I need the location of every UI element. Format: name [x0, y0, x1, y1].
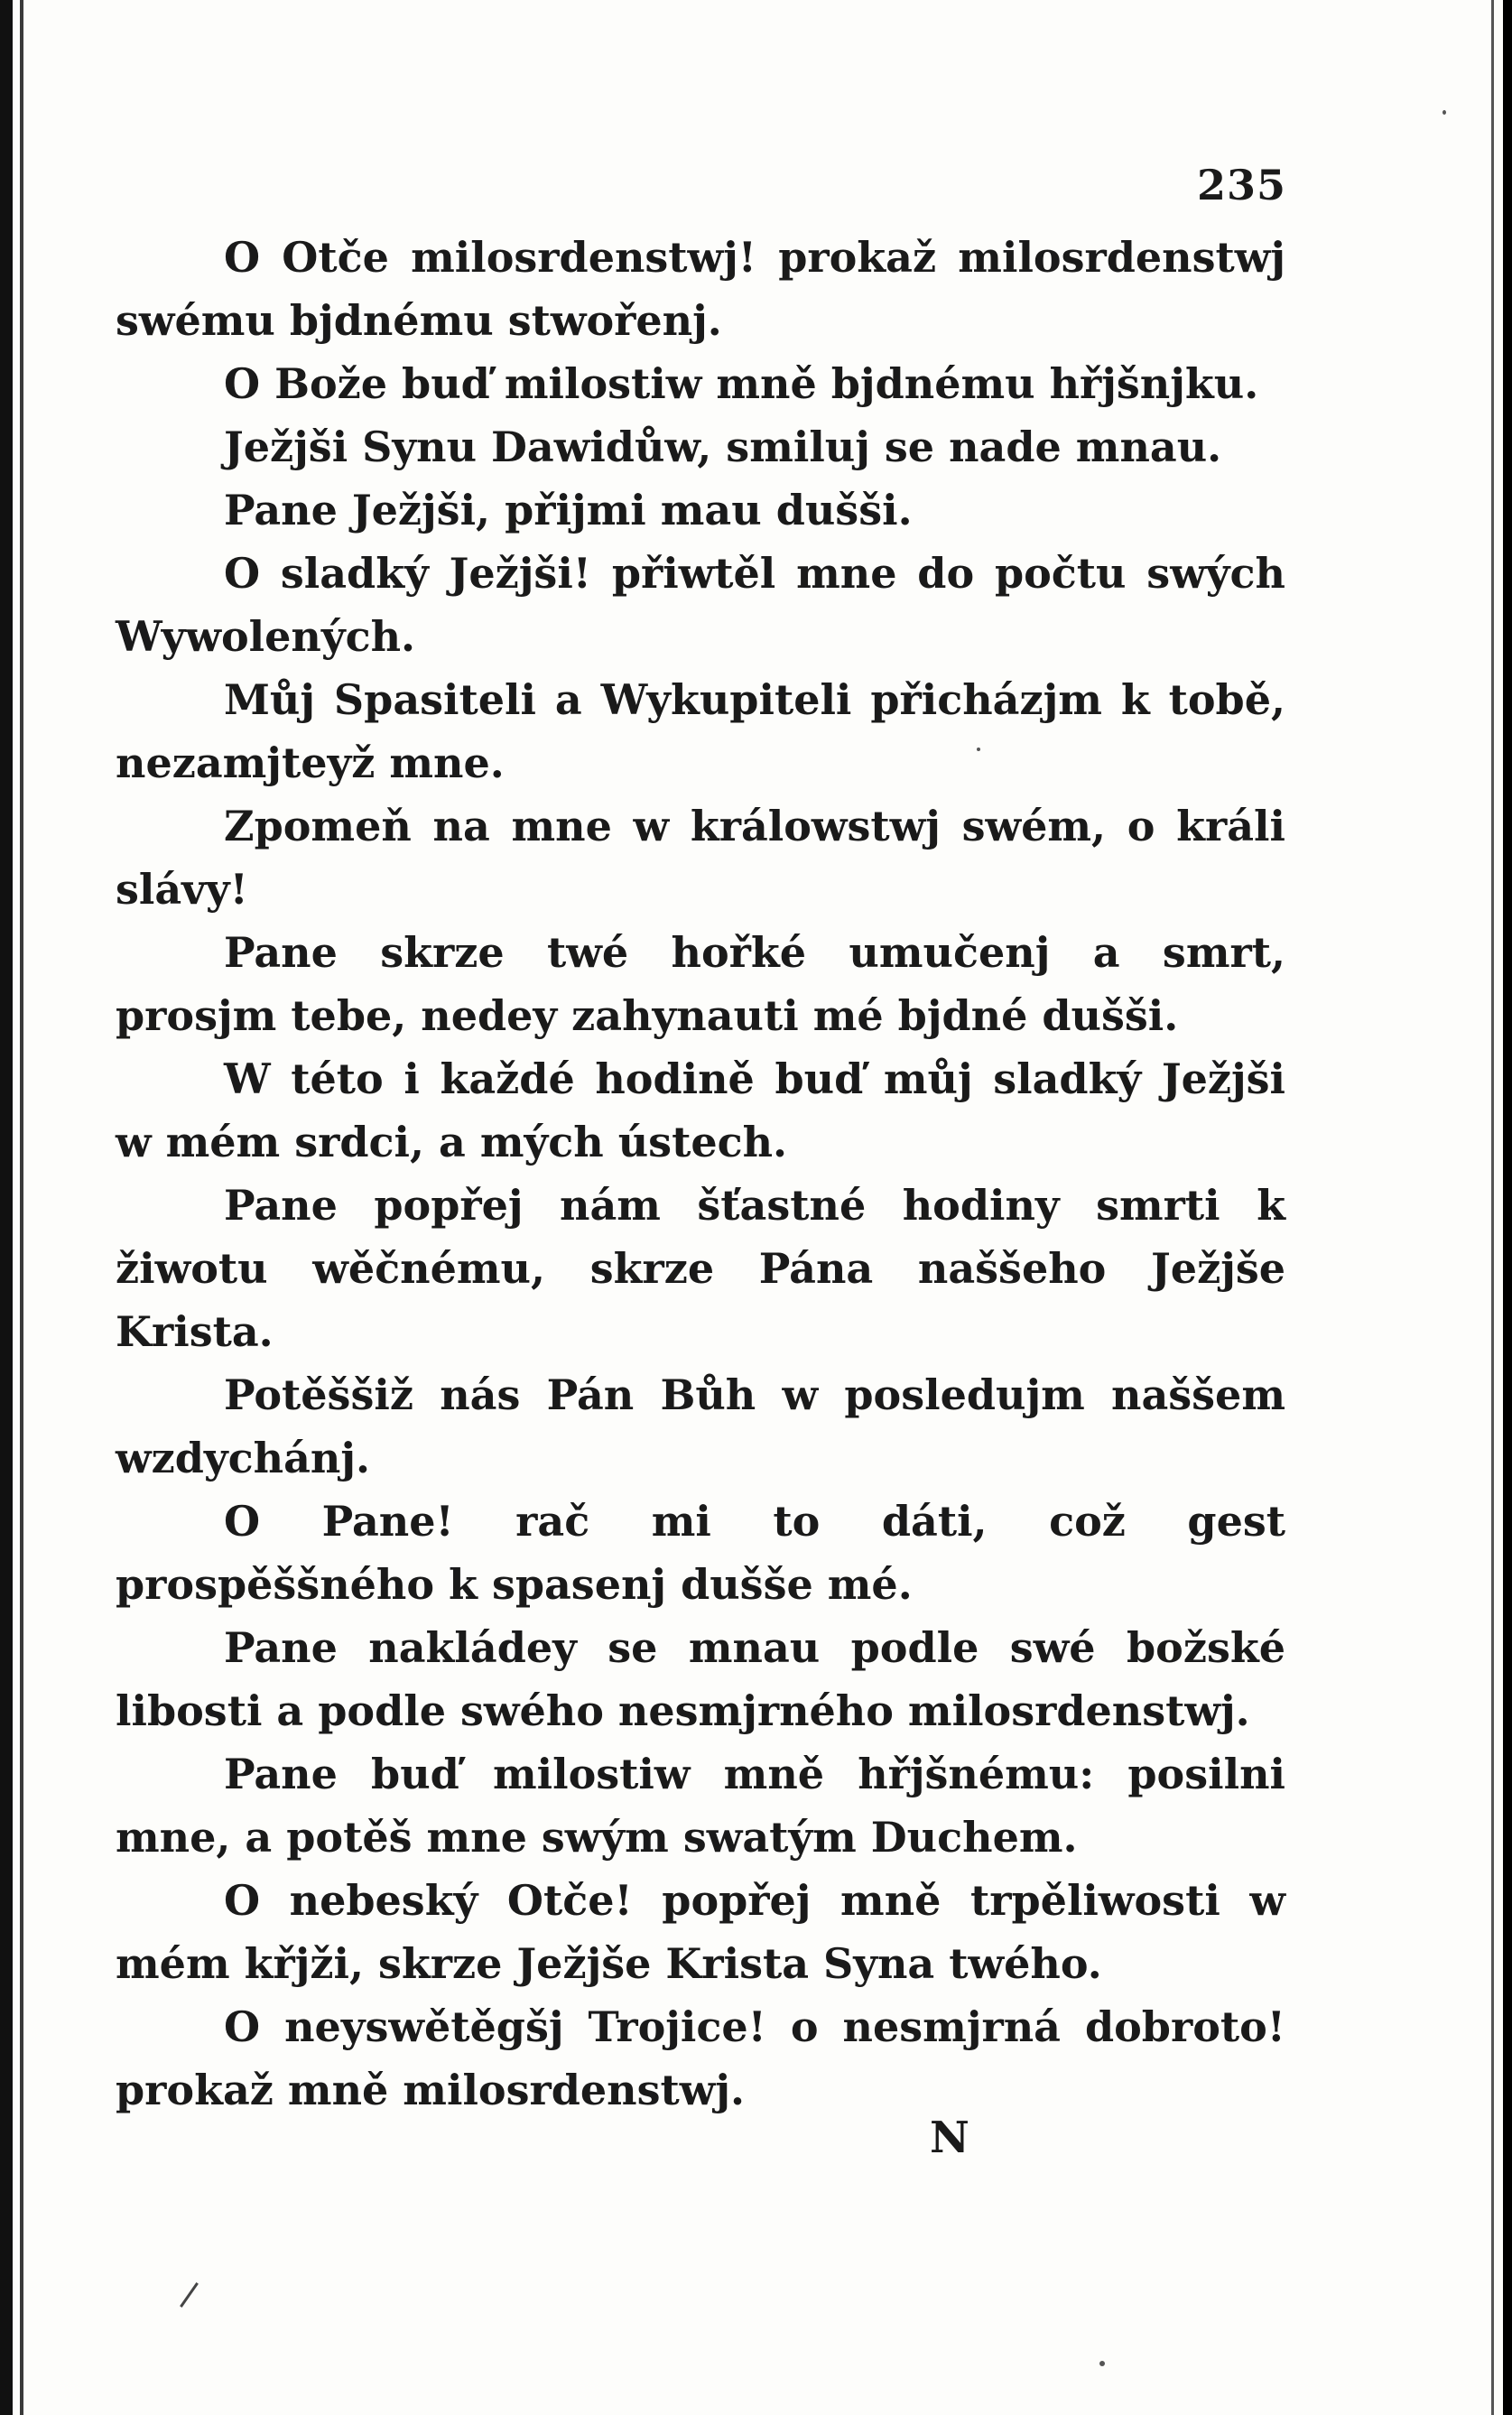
paragraph: W této i každé hodině buď můj sladký Ježjši w mém srdci, a mých ústech.	[116, 1054, 1285, 1166]
page-right-edge	[1503, 0, 1512, 2415]
paragraph: O sladký Ježjši! přiwtěl mne do počtu swých Wywolených.	[116, 549, 1285, 661]
paragraph: Pane buď milostiw mně hřjšnému: posilni mne, a potěš mne swým swatým Duchem.	[116, 1750, 1285, 1862]
paragraph: O neyswětěgšj Trojice! o nesmjrná dobroto! prokaž mně milosrdenstwj.	[116, 2002, 1285, 2114]
paragraph: Ježjši Synu Dawidůw, smiluj se nade mnau.	[224, 423, 1222, 471]
paragraph: O Pane! rač mi to dáti, což gest prospěššného k spasenj dušše mé.	[116, 1497, 1285, 1609]
paragraph: Pane nakládey se mnau podle swé božské libosti a podle swého nesmjrného milosrdenstwj.	[116, 1623, 1285, 1735]
paragraph: O Bože buď milostiw mně bjdnému hřjšnjku.	[224, 359, 1259, 408]
page-number: 235	[1196, 161, 1286, 209]
paper-speck	[977, 748, 980, 751]
catchword: N	[930, 2113, 969, 2163]
prayer-text-block	[116, 226, 1285, 2122]
paper-speck	[1442, 110, 1446, 115]
page-right-edge-line	[1491, 0, 1494, 2415]
paragraph: Potěššiž nás Pán Bůh w posledujm naššem wzdychánj.	[116, 1370, 1285, 1482]
paragraph: Můj Spasiteli a Wykupiteli přicházjm k tobě, nezamjteyž mne.	[116, 675, 1285, 787]
paragraph: Pane Ježjši, přijmi mau dušši.	[224, 486, 913, 534]
paper-scratch	[180, 2282, 199, 2308]
page-left-edge	[0, 0, 13, 2415]
paragraph: O nebeský Otče! popřej mně trpěliwosti w mém křjži, skrze Ježjše Krista Syna twého.	[116, 1876, 1285, 1988]
paragraph: Pane popřej nám šťastné hodiny smrti k žiwotu wěčnému, skrze Pána naššeho Ježjše Krista.	[116, 1181, 1285, 1356]
paper-speck	[1099, 2361, 1105, 2366]
paragraph: Pane skrze twé hořké umučenj a smrt, prosjm tebe, nedey zahynauti mé bjdné dušši.	[116, 928, 1285, 1040]
paragraph: Zpomeň na mne w králowstwj swém, o králi slávy!	[116, 802, 1285, 914]
page-left-edge-line	[20, 0, 23, 2415]
paragraph: O Otče milosrdenstwj! prokaž milosrdenstwj swému bjdnému stwořenj.	[116, 233, 1285, 345]
